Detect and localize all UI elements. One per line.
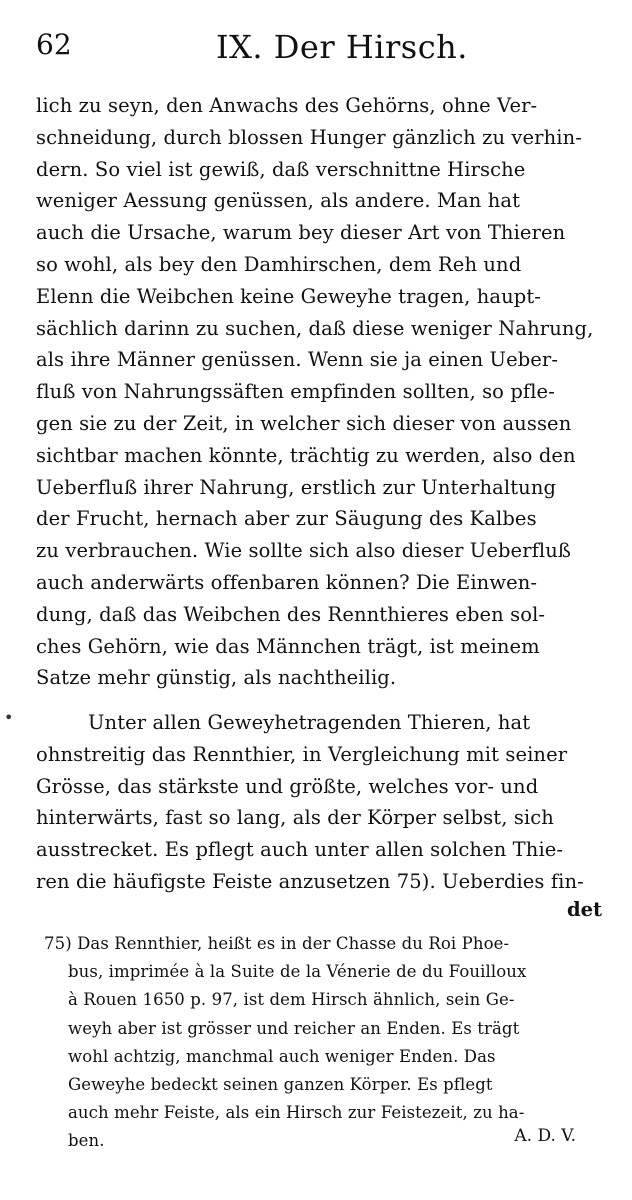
text-line: Unter allen Geweyhetragenden Thieren, hat <box>88 711 531 734</box>
text-line: Ueberfluß ihrer Nahrung, erstlich zur Unterhaltung <box>36 475 557 499</box>
footnote-line: à Rouen 1650 p. 97, ist dem Hirsch ähnlich, sein Ge- <box>68 990 515 1010</box>
paragraph-1 <box>36 90 602 694</box>
text-line: sächlich darinn zu suchen, daß diese weniger Nahrung, <box>36 316 594 340</box>
text-line: dern. So viel ist gewiß, daß verschnittne Hirsche <box>36 157 526 181</box>
page-header <box>36 28 596 68</box>
footnote <box>44 930 600 1156</box>
text-line: fluß von Nahrungssäften empfinden sollten, so pfle- <box>36 380 555 404</box>
margin-bullet: • <box>4 708 14 727</box>
text-line: Elenn die Weibchen keine Geweyhe tragen, haupt- <box>36 284 541 308</box>
text-line: dung, daß das Weibchen des Rennthieres eben sol- <box>36 602 546 626</box>
text-line: sichtbar machen könnte, trächtig zu werden, also den <box>36 443 576 467</box>
footnote-line: auch mehr Feiste, als ein Hirsch zur Feistezeit, zu ha- <box>68 1103 525 1123</box>
text-line: lich zu seyn, den Anwachs des Gehörns, ohne Ver- <box>36 94 538 117</box>
text-line: Grösse, das stärkste und größte, welches vor- und <box>36 774 539 798</box>
footnote-line: 75) Das Rennthier, heißt es in der Chasse du Roi Phoe- <box>44 934 510 953</box>
text-line: ausstrecket. Es pflegt auch unter allen solchen Thie- <box>36 838 564 862</box>
text-line: so wohl, als bey den Damhirschen, dem Reh und <box>36 252 522 276</box>
footnote-line: ben. <box>68 1131 105 1151</box>
footnote-line: bus, imprimée à la Suite de la Vénerie de du Fouilloux <box>68 962 527 982</box>
footnote-signature: A. D. V. <box>514 1126 576 1146</box>
paragraph-2 <box>36 707 602 898</box>
text-line: hinterwärts, fast so lang, als der Körper selbst, sich <box>36 806 554 830</box>
text-line: auch die Ursache, warum bey dieser Art von Thieren <box>36 221 566 245</box>
text-line: auch anderwärts offenbaren können? Die Einwen- <box>36 570 538 594</box>
text-line: als ihre Männer genüssen. Wenn sie ja einen Ueber- <box>36 348 559 372</box>
page-number: 62 <box>36 28 72 61</box>
footnote-line: Geweyhe bedeckt seinen ganzen Körper. Es pflegt <box>68 1074 493 1094</box>
text-line: ren die häufigste Feiste anzusetzen 75). Ueberdies fin- <box>36 869 584 893</box>
text-line: ohnstreitig das Rennthier, in Vergleichung mit seiner <box>36 742 568 766</box>
text-line: Satze mehr günstig, als nachtheilig. <box>36 666 397 690</box>
text-line: ches Gehörn, wie das Männchen trägt, ist meinem <box>36 634 540 658</box>
running-head: IX. Der Hirsch. <box>216 28 468 66</box>
footnote-line: weyh aber ist grösser und reicher an Enden. Es trägt <box>68 1018 520 1038</box>
text-line: zu verbrauchen. Wie sollte sich also dieser Ueberfluß <box>36 539 572 563</box>
catchword: det <box>566 898 602 921</box>
text-line: der Frucht, hernach aber zur Säugung des Kalbes <box>36 507 537 531</box>
text-line: schneidung, durch blossen Hunger gänzlich zu verhin- <box>36 125 582 149</box>
footnote-line: wohl achtzig, manchmal auch weniger Enden. Das <box>68 1046 496 1066</box>
text-line: gen sie zu der Zeit, in welcher sich dieser von aussen <box>36 411 572 435</box>
text-line: weniger Aessung genüssen, als andere. Man hat <box>36 189 521 213</box>
